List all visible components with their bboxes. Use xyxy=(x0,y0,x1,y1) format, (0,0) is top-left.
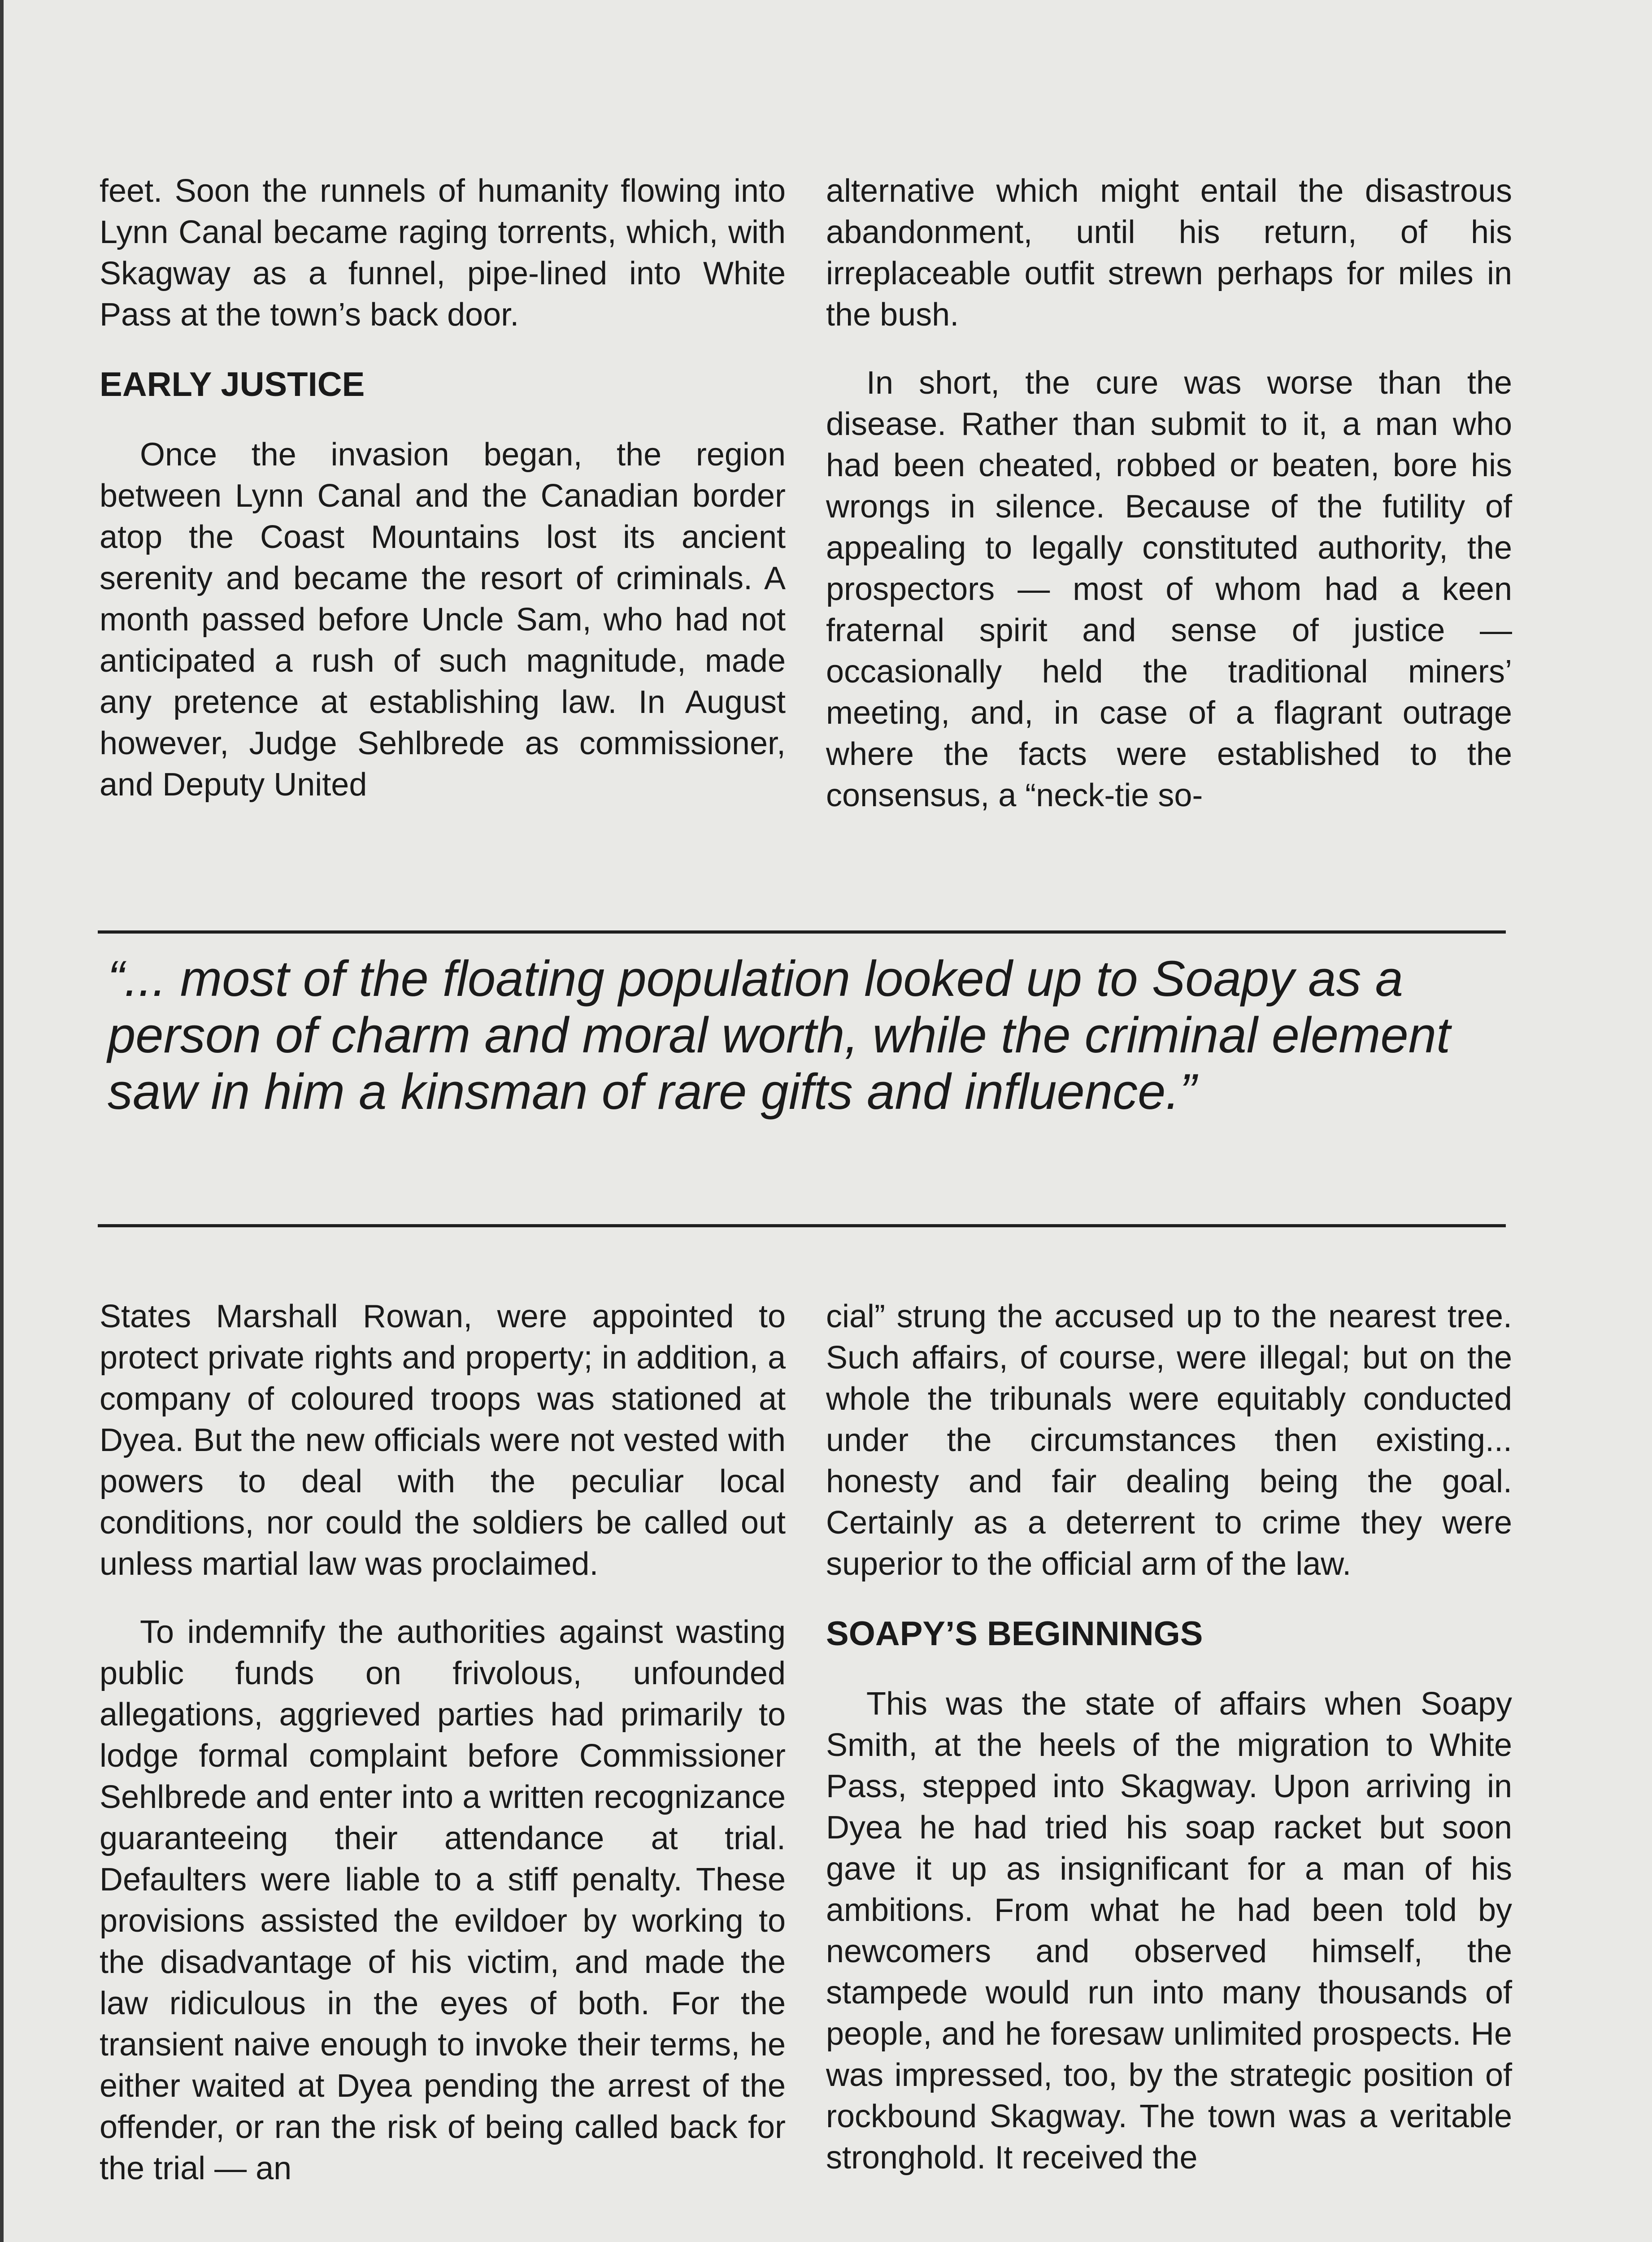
page-edge xyxy=(0,0,4,2242)
column-bottom-left xyxy=(100,1296,786,2189)
paragraph: alternative which might entail the disastrous abandonment, until his return, of his irreplaceable outfit strewn perhaps for miles in the bush. xyxy=(826,173,1512,333)
section-heading-early-justice: EARLY JUSTICE xyxy=(100,365,365,404)
paragraph: Once the invasion began, the region between Lynn Canal and the Canadian border atop the Coast Mountains lost its ancient serenity and became the resort of criminals. A month passed before Uncle Sam, who had not anticipated a rush of such magnitude, made any pretence at establishing law. In August however, Judge Sehlbrede as commissioner, and Deputy United xyxy=(100,437,786,803)
column-bottom-right xyxy=(826,1296,1512,2178)
paragraph: To indemnify the authorities against wasting public funds on frivolous, unfounded allegations, aggrieved parties had primarily to lodge formal complaint before Commissioner Sehlbrede and enter into a written recognizance guaranteeing their attendance at trial. Defaulters were liable to a stiff penalty. These provisions assisted the evildoer by working to the disadvantage of his victim, and made the law ridiculous in the eyes of both. For the transient naive enough to invoke their terms, he either waited at Dyea pending the arrest of the offender, or ran the risk of being called back for the trial — an xyxy=(100,1614,786,2186)
paragraph: States Marshall Rowan, were appointed to protect private rights and property; in addition, a company of coloured troops was stationed at Dyea. But the new officials were not vested with powers to deal with the peculiar local conditions, nor could the soldiers be called out unless martial law was proclaimed. xyxy=(100,1299,786,1582)
paragraph: In short, the cure was worse than the disease. Rather than submit to it, a man who had been cheated, robbed or beaten, bore his wrongs in silence. Because of the futility of appealing to legally constituted authority, the prospectors — most of whom had a keen fraternal spirit and sense of justice — occasionally held the traditional miners’ meeting, and, in case of a flagrant outrage where the facts were established to the consensus, a “neck-tie so- xyxy=(826,365,1512,813)
paragraph: This was the state of affairs when Soapy Smith, at the heels of the migration to White Pass, stepped into Skagway. Upon arriving in Dyea he had tried his soap racket but soon gave it up as insignificant for a man of his ambitions. From what he had been told by newcomers and observed himself, the stampede would run into many thousands of people, and he foresaw unlimited prospects. He was impressed, too, by the strategic position of rockbound Skagway. The town was a veritable stronghold. It received the xyxy=(826,1686,1512,2176)
column-top-left xyxy=(100,170,786,805)
column-top-right xyxy=(826,170,1512,816)
section-heading-soapys-beginnings: SOAPY’S BEGINNINGS xyxy=(826,1615,1203,1653)
pullquote-rule-top xyxy=(98,930,1506,934)
pull-quote: “... most of the floating population looked up to Soapy as a person of charm and moral worth, while the criminal element saw in him a kinsman of rare gifts and influence.” xyxy=(108,951,1451,1120)
paragraph: feet. Soon the runnels of humanity flowing into Lynn Canal became raging torrents, which, with Skagway as a funnel, pipe-lined into White Pass at the town’s back door. xyxy=(100,173,786,333)
paragraph: cial” strung the accused up to the nearest tree. Such affairs, of course, were illegal; but on the whole the tribunals were equitably conducted under the circumstances then existing... honesty and fair dealing being the goal. Certainly as a deterrent to crime they were superior to the official arm of the law. xyxy=(826,1299,1512,1582)
pullquote-rule-bottom xyxy=(98,1224,1506,1227)
